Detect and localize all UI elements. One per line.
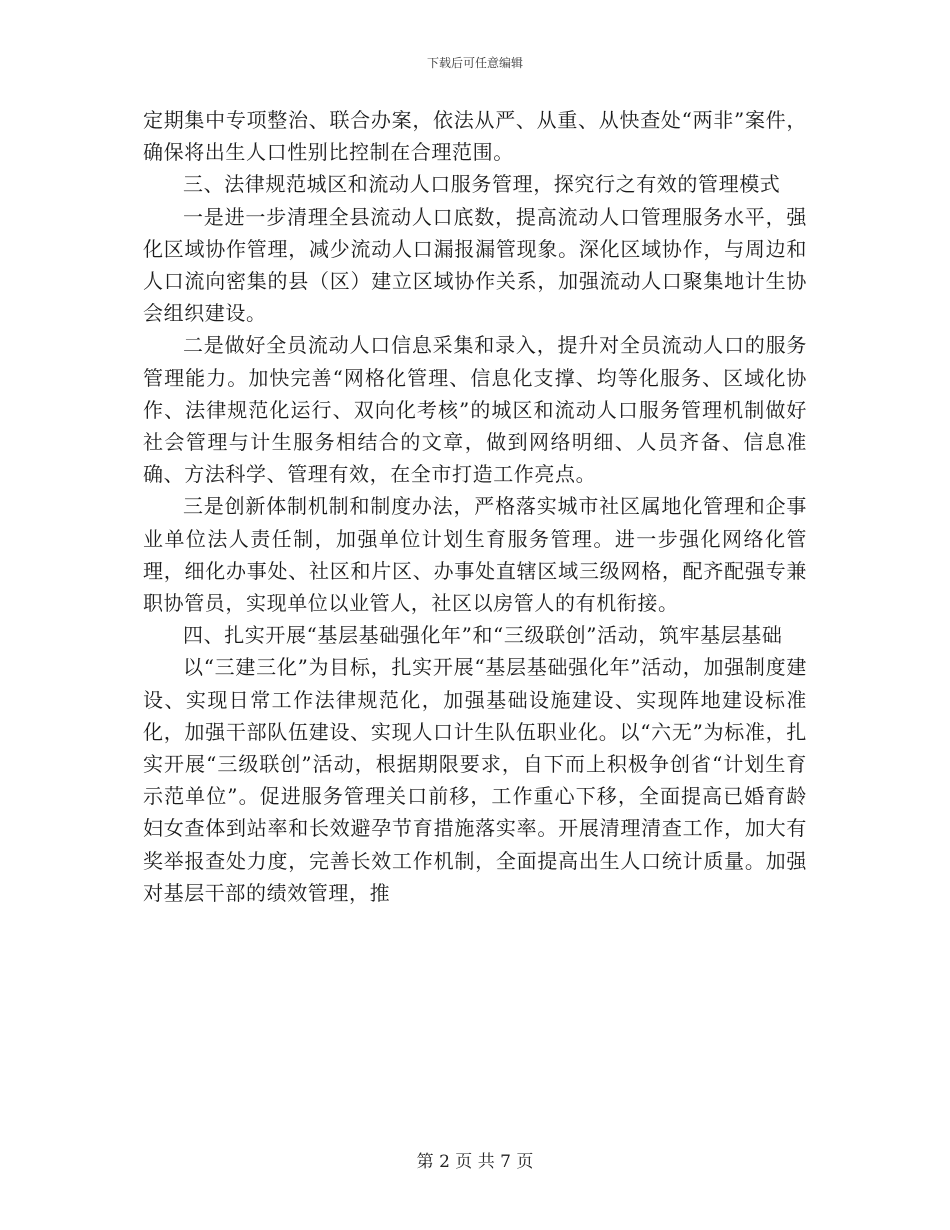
- paragraph-1: 定期集中专项整治、联合办案，依法从严、从重、从快查处“两非”案件，确保将出生人口性别比控制在合理范围。: [143, 108, 807, 165]
- page-header: 下载后可任意编辑: [426, 56, 523, 70]
- paragraph-3: 二是做好全员流动人口信息采集和录入，提升对全员流动人口的服务管理能力。加快完善“网格化管理、信息化支撑、均等化服务、区域化协作、法律规范化运行、双向化考核”的城区和流动人口服务管理机制做好社会管理与计生服务相结合的文章，做到网络明细、人员齐备、信息准确、方法科学、管理有效，在全市打造工作亮点。: [143, 333, 807, 487]
- paragraph-4: 三是创新体制机制和制度办法，严格落实城市社区属地化管理和企事业单位法人责任制，加强单位计划生育服务管理。进一步强化网络化管理，细化办事处、社区和片区、办事处直辖区域三级网格，配齐配强专兼职协管员，实现单位以业管人，社区以房管人的有机衔接。: [143, 494, 807, 616]
- document-body: [143, 104, 807, 909]
- paragraph-5: 以“三建三化”为目标，扎实开展“基层基础强化年”活动，加强制度建设、实现日常工作法律规范化，加强基础设施建设、实现阵地建设标准化，加强干部队伍建设、实现人口计生队伍职业化。以“六无”为标准，扎实开展“三级联创”活动，根据期限要求，自下而上积极争创省“计划生育示范单位”。促进服务管理关口前移，工作重心下移，全面提高已婚育龄妇女查体到站率和长效避孕节育措施落实率。开展清理清查工作，加大有奖举报查处力度，完善长效工作机制，全面提高出生人口统计质量。加强对基层干部的绩效管理，推: [143, 655, 807, 905]
- paragraph-2: 一是进一步清理全县流动人口底数，提高流动人口管理服务水平，强化区域协作管理，减少流动人口漏报漏管现象。深化区域协作，与周边和人口流向密集的县（区）建立区域协作关系，加强流动人口聚集地计生协会组织建设。: [143, 204, 807, 326]
- page-footer: 第 2 页 共 7 页: [416, 1152, 534, 1172]
- section-heading-4: 四、扎实开展“基层基础强化年”和“三级联创”活动，筑牢基层基础: [183, 623, 783, 648]
- section-heading-3: 三、法律规范城区和流动人口服务管理，探究行之有效的管理模式: [183, 172, 781, 197]
